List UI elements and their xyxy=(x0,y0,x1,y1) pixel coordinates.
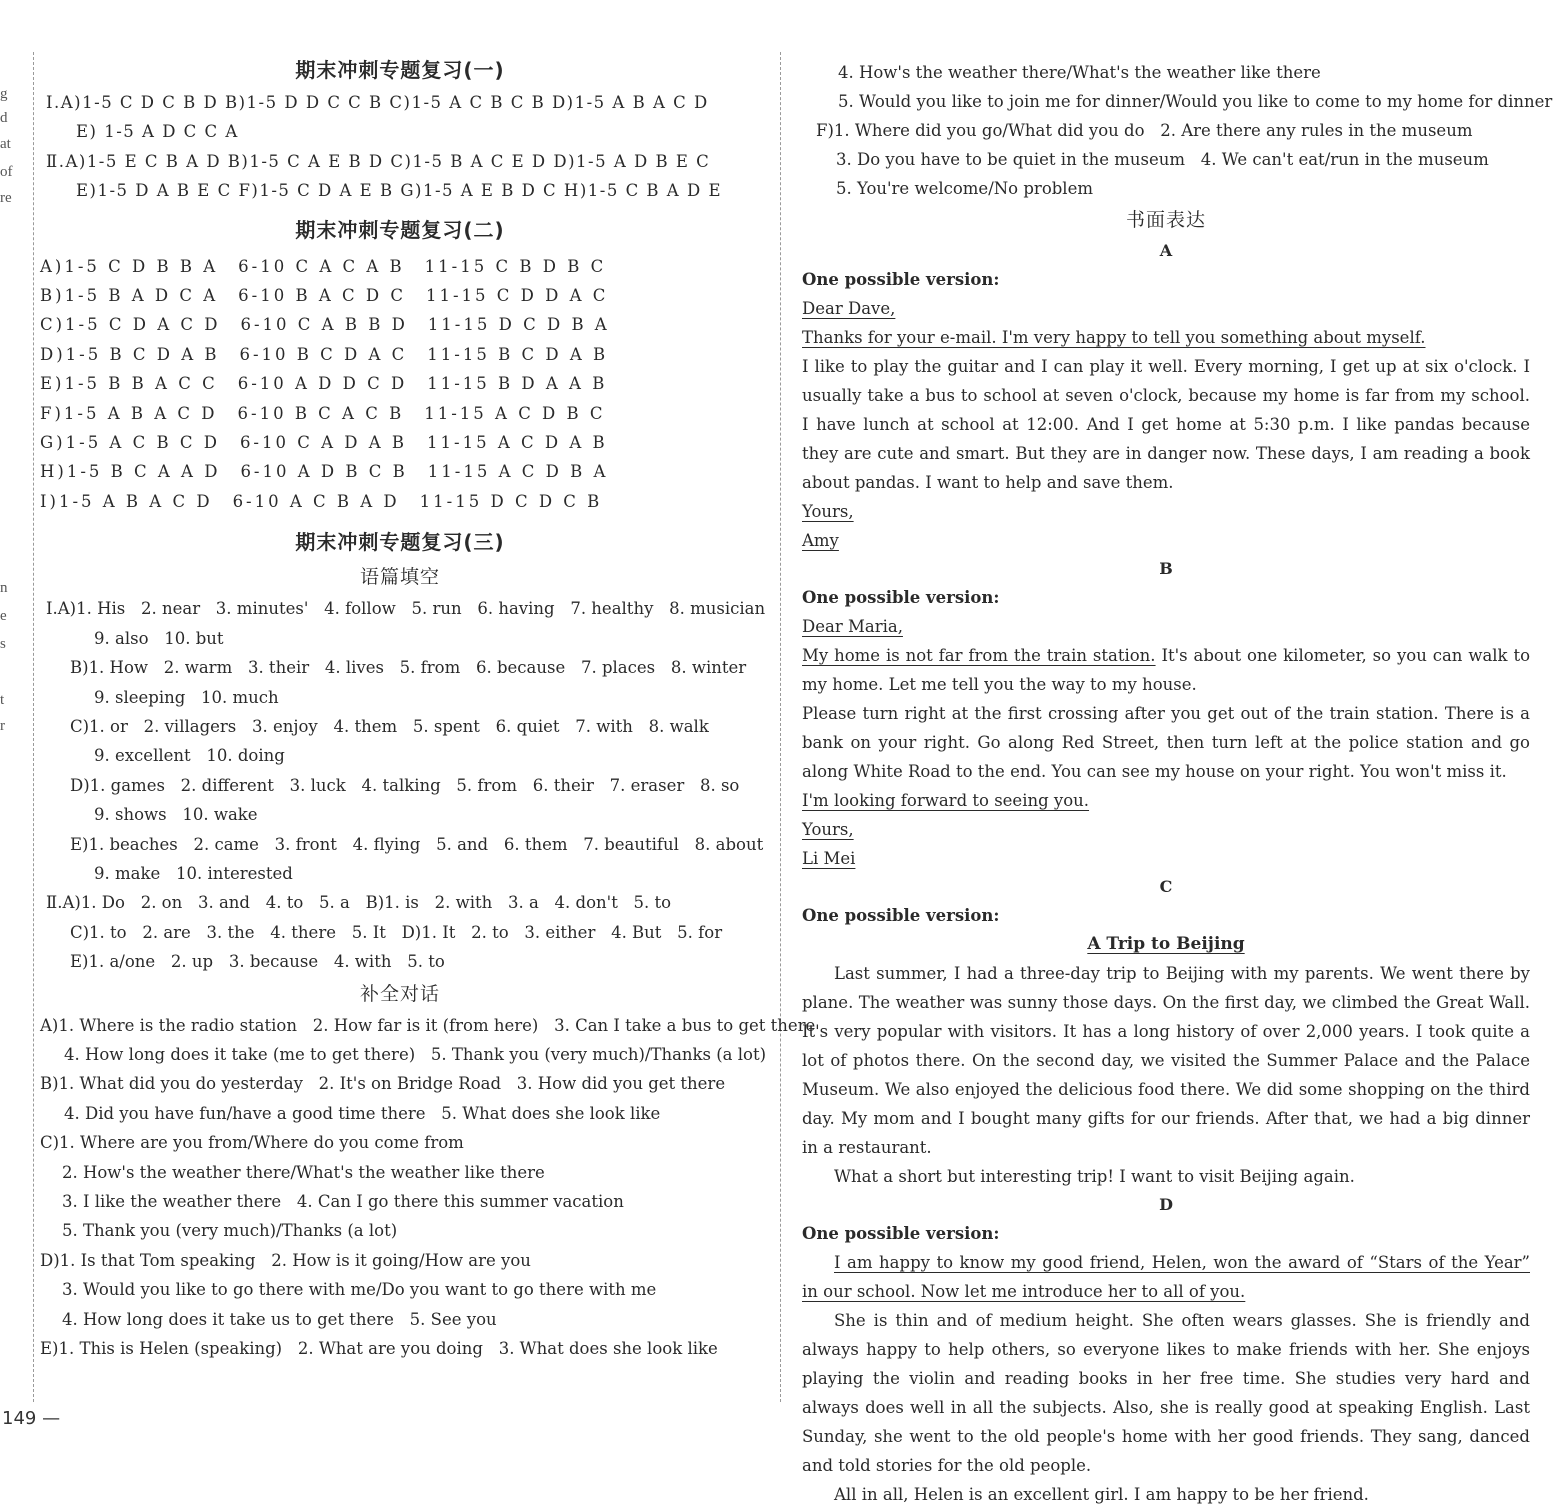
answer-line: Ⅰ.A)1. His 2. near 3. minutes' 4. follow 5. run 6. having 7. healthy 8. musician xyxy=(46,599,766,619)
answer-line: C)1. Where are you from/Where do you come from xyxy=(40,1133,464,1153)
answer-line: 5. Thank you (very much)/Thanks (a lot) xyxy=(62,1221,398,1241)
answer-line: Ⅱ.A)1-5 E C B A D B)1-5 C A E B D C)1-5 B A C E D D)1-5 A D B E C xyxy=(46,151,711,171)
answer-group: C)1-5 C D A C D xyxy=(40,315,221,335)
answer-line: 5. Would you like to join me for dinner/Would you like to come to my home for dinner xyxy=(838,92,1553,111)
answer-group: E)1-5 B B A C C xyxy=(40,374,218,394)
answer-group: 6-10 C A B B D xyxy=(240,315,408,335)
answer-line: 9. sleeping 10. much xyxy=(94,687,279,707)
edge-fragment: e xyxy=(0,608,7,624)
essay-title-row xyxy=(802,930,1530,959)
answer-group: 6-10 A D D C D xyxy=(237,374,408,394)
letter-closing xyxy=(802,815,1530,844)
answer-group: 6-10 B A C D C xyxy=(238,286,406,306)
answer-group: 11-15 B C D A B xyxy=(427,344,609,364)
answer-group: I)1-5 A B A C D xyxy=(40,491,213,511)
answer-line: 9. excellent 10. doing xyxy=(94,746,285,766)
version-label: One possible version: xyxy=(802,1224,1000,1243)
answer-group: G)1-5 A C B C D xyxy=(40,433,220,453)
opening-text: My home is not far from the train station. xyxy=(802,646,1156,665)
essay-paragraph xyxy=(802,1248,1530,1306)
answer-line: E)1. This is Helen (speaking) 2. What are you doing 3. What does she look like xyxy=(40,1339,718,1359)
edge-fragment: s xyxy=(0,636,6,652)
answer-row xyxy=(40,340,760,369)
essay-paragraph: All in all, Helen is an excellent girl. I am happy to be her friend. xyxy=(834,1485,1369,1504)
answer-line: B)1. How 2. warm 3. their 4. lives 5. from 6. because 7. places 8. winter xyxy=(70,658,747,678)
ending-text: I'm looking forward to seeing you. xyxy=(802,791,1090,810)
essay-paragraph: Last summer, I had a three-day trip to Beijing with my parents. We went there by plane. The weather was sunny those days. On the first day, we climbed the Great Wall. It's very popular with visitors. It has a long history of over 2,000 years. I took quite a lot of photos there. On the second day, we visited the Summer Palace and the Palace Museum. We also enjoyed the delicious food there. We did some shopping on the third day. My mom and I bought many gifts for our friends. After that, we had a big dinner in a restaurant. xyxy=(802,964,1530,1157)
letter-greeting xyxy=(802,294,1530,323)
letter-opening xyxy=(802,323,1530,352)
answer-line: 9. also 10. but xyxy=(94,628,224,648)
answer-row xyxy=(40,252,760,281)
answer-row xyxy=(40,369,760,398)
answer-line: 3. I like the weather there 4. Can I go there this summer vacation xyxy=(62,1192,624,1211)
subsection-title: 语篇填空 xyxy=(359,566,440,589)
essay-paragraph: She is thin and of medium height. She often wears glasses. She is friendly and always happy to help others, so everyone likes to make friends with her. She enjoys playing the violin and reading books in her free time. She studies very hard and always does well in all the subjects. Also, she is really good at speaking English. Last Sunday, she went to the old people's home with her good friends. They sang, danced and told stories for the old people. xyxy=(802,1311,1530,1475)
answer-group: 11-15 A C D B C xyxy=(424,403,606,423)
answer-line: C)1. to 2. are 3. the 4. there 5. It D)1. It 2. to 3. either 4. But 5. for xyxy=(70,922,723,942)
answer-grid xyxy=(40,252,760,517)
left-column xyxy=(40,52,816,1363)
subsection-title: 补全对话 xyxy=(359,982,440,1005)
letter-closing xyxy=(802,497,1530,526)
answer-line: E) 1-5 A D C C A xyxy=(76,122,239,142)
answer-row xyxy=(40,428,760,457)
answer-group: 11-15 A C D A B xyxy=(427,433,608,453)
essay-letter: A xyxy=(1159,241,1173,260)
answer-line: 2. How's the weather there/What's the weather like there xyxy=(62,1162,545,1182)
answer-line: D)1. games 2. different 3. luck 4. talking 5. from 6. their 7. eraser 8. so xyxy=(70,775,740,795)
answer-group: 11-15 B D A A B xyxy=(427,374,608,394)
answer-line: 4. How's the weather there/What's the weather like there xyxy=(838,63,1321,82)
column-divider xyxy=(780,52,781,1402)
answer-line: E)1. a/one 2. up 3. because 4. with 5. to xyxy=(70,952,445,972)
letter-ending xyxy=(802,786,1530,815)
essay-paragraph: What a short but interesting trip! I want to visit Beijing again. xyxy=(834,1167,1355,1186)
opening-text: Thanks for your e-mail. I'm very happy to tell you something about myself. xyxy=(802,328,1426,347)
letter-body: I like to play the guitar and I can play it well. Every morning, I get up at six o'clock. I usually take a bus to school at seven o'clock, because my home is far from my school. I have lunch at school at 12:00. And I get home at 5:30 p.m. I like pandas because they are cute and smart. But they are in danger now. These days, I am reading a book about pandas. I want to help and save them. xyxy=(802,357,1530,492)
edge-fragment: re xyxy=(0,190,12,206)
answer-row xyxy=(40,399,760,428)
left-margin-rule xyxy=(33,52,34,1402)
version-label: One possible version: xyxy=(802,270,1000,289)
answer-group: 6-10 C A D A B xyxy=(239,433,408,453)
version-label: One possible version: xyxy=(802,906,1000,925)
letter-signature xyxy=(802,526,1530,555)
essay-title: A Trip to Beijing xyxy=(1087,934,1245,954)
answer-group: 6-10 C A C A B xyxy=(238,256,405,276)
signature-text: Amy xyxy=(802,531,839,550)
essay-letter: B xyxy=(1159,559,1173,578)
answer-group: 11-15 D C D C B xyxy=(419,491,603,511)
answer-line: 3. Do you have to be quiet in the museum 4. We can't eat/run in the museum xyxy=(836,150,1489,169)
answer-row xyxy=(40,487,760,516)
edge-fragment: at xyxy=(0,136,11,152)
answer-line: F)1. Where did you go/What did you do 2. Are there any rules in the museum xyxy=(816,121,1473,140)
essay-letter: D xyxy=(1159,1195,1173,1214)
right-column xyxy=(802,58,1553,1509)
underlined-opening: I am happy to know my good friend, Helen, won the award of “Stars of the Year” in our school. Now let me introduce her to all of you. xyxy=(802,1253,1530,1301)
answer-line: 9. make 10. interested xyxy=(94,863,293,883)
answer-group: 11-15 C D D A C xyxy=(425,286,609,306)
edge-fragment: d xyxy=(0,110,8,126)
answer-line: A)1. Where is the radio station 2. How far is it (from here) 3. Can I take a bus to get there xyxy=(40,1015,816,1035)
letter-body: Please turn right at the first crossing after you get out of the train station. There is a bank on your right. Go along Red Street, then turn left at the police station and go along White Road to the end. You can see my house on your right. You won't miss it. xyxy=(802,704,1530,781)
answer-line: 4. How long does it take us to get there 5. See you xyxy=(62,1309,497,1329)
answer-group: 11-15 D C D B A xyxy=(427,315,610,335)
essay-letter: C xyxy=(1159,877,1173,896)
dialog-answers xyxy=(40,1011,816,1364)
edge-fragment: t xyxy=(0,692,5,708)
answer-group: D)1-5 B C D A B xyxy=(40,344,220,364)
letter-opening xyxy=(802,641,1530,699)
edge-fragment: of xyxy=(0,164,13,180)
answer-line: Ⅰ.A)1-5 C D C B D B)1-5 D D C C B C)1-5 A C B C B D)1-5 A B A C D xyxy=(46,93,709,112)
greeting-text: Dear Dave, xyxy=(802,299,896,318)
previous-page-edge xyxy=(0,40,14,1420)
answer-row xyxy=(40,457,760,486)
answer-line: 3. Would you like to go there with me/Do you want to go there with me xyxy=(62,1280,657,1300)
answer-line: Ⅱ.A)1. Do 2. on 3. and 4. to 5. a B)1. is 2. with 3. a 4. don't 5. to xyxy=(46,893,672,913)
answer-group: 6-10 A C B A D xyxy=(232,491,400,511)
edge-fragment: r xyxy=(0,718,5,734)
section-title: 期末冲刺专题复习(一) xyxy=(295,58,505,82)
page-number: 149 — xyxy=(2,1408,61,1429)
section-title: 期末冲刺专题复习(三) xyxy=(295,530,505,555)
answer-row xyxy=(40,281,760,310)
answer-group: H)1-5 B C A A D xyxy=(40,462,221,482)
answer-group: 11-15 A C D B A xyxy=(427,462,609,482)
edge-fragment: n xyxy=(0,580,8,596)
edge-fragment: g xyxy=(0,86,8,102)
answer-line: C)1. or 2. villagers 3. enjoy 4. them 5. spent 6. quiet 7. with 8. walk xyxy=(70,716,709,736)
opening-rest: It's about one kilometer, so you can walk to my home. Let me tell you the way to my house. xyxy=(802,646,1531,694)
closing-text: Yours, xyxy=(802,820,854,839)
letter-signature xyxy=(802,844,1530,873)
answer-line: 9. shows 10. wake xyxy=(94,805,258,825)
subsection-title: 书面表达 xyxy=(1125,209,1206,231)
closing-text: Yours, xyxy=(802,502,854,521)
greeting-text: Dear Maria, xyxy=(802,617,903,636)
answer-row xyxy=(40,310,760,339)
answer-line: D)1. Is that Tom speaking 2. How is it going/How are you xyxy=(40,1250,531,1270)
answer-line: 5. You're welcome/No problem xyxy=(836,179,1093,198)
answer-group: B)1-5 B A D C A xyxy=(40,286,219,306)
answer-group: A)1-5 C D B B A xyxy=(40,256,219,276)
answer-group: 6-10 B C A C B xyxy=(237,403,405,423)
answer-line: 4. How long does it take (me to get there) 5. Thank you (very much)/Thanks (a lot) xyxy=(64,1044,767,1064)
letter-greeting xyxy=(802,612,1530,641)
answer-line: E)1-5 D A B E C F)1-5 C D A E B G)1-5 A E B D C H)1-5 C B A D E xyxy=(76,181,722,201)
answer-group: F)1-5 A B A C D xyxy=(40,403,218,423)
section-title: 期末冲刺专题复习(二) xyxy=(295,217,505,242)
answer-group: 6-10 A D B C B xyxy=(240,462,408,482)
signature-text: Li Mei xyxy=(802,849,856,868)
answer-line: B)1. What did you do yesterday 2. It's on Bridge Road 3. How did you get there xyxy=(40,1074,726,1094)
fill-answers xyxy=(40,594,766,976)
answer-group: 6-10 B C D A C xyxy=(239,344,408,364)
answer-group: 11-15 C B D B C xyxy=(424,256,607,276)
answer-line: E)1. beaches 2. came 3. front 4. flying 5. and 6. them 7. beautiful 8. about xyxy=(70,834,764,854)
version-label: One possible version: xyxy=(802,588,1000,607)
answer-line: 4. Did you have fun/have a good time there 5. What does she look like xyxy=(64,1103,661,1123)
